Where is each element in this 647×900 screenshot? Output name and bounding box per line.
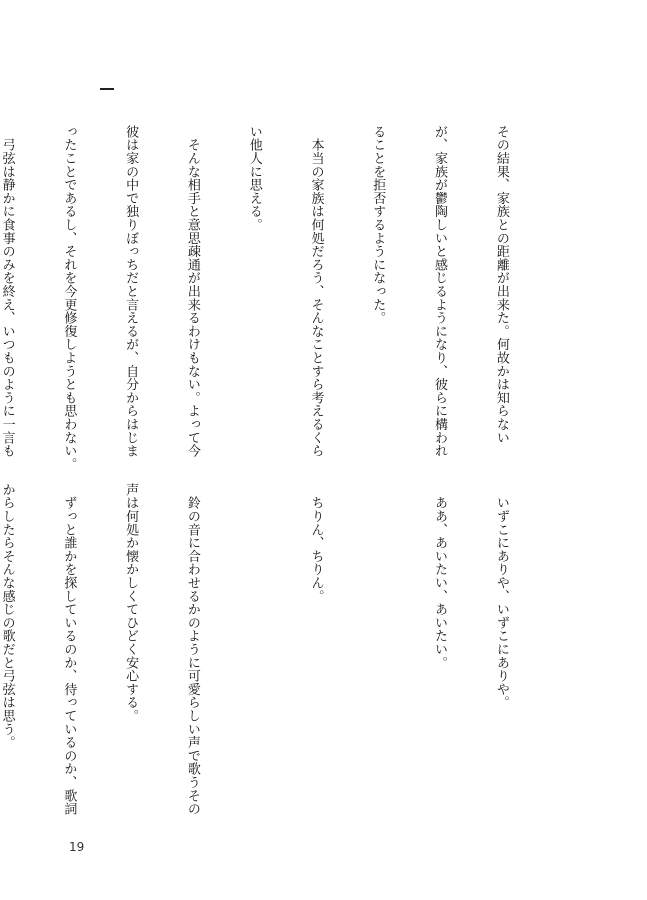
text-line: からしたらそんな感じの歌だと弓弦は思う。 [0, 483, 15, 749]
upper-text-block [0, 125, 552, 471]
text-line: が、家族が鬱陶しいと感じるようになり、彼らに構われ [432, 125, 448, 458]
text-line: ああ、あいたい、あいたい。 [432, 483, 448, 670]
page-number: 19 [69, 840, 85, 854]
text-line: ずっと誰かを探しているのか、待っているのか、歌詞 [61, 483, 77, 816]
text-line: ちりん、ちりん。 [308, 483, 324, 603]
section-marker [100, 88, 114, 90]
lower-text-block [0, 483, 552, 816]
text-line: いずこにありや、いずこにありや。 [493, 483, 509, 710]
text-line: 弓弦は静かに食事のみを終え、いつものように一言も [0, 125, 15, 458]
text-line [243, 483, 264, 801]
text-line: ったことであるし、それを今更修復しようとも思わない。 [61, 125, 77, 471]
text-line: 鈴の音に合わせるかのように可愛らしい声で歌うその [184, 483, 200, 816]
text-line: その結果、家族との距離が出来た。何故かは知らない [493, 125, 509, 445]
text-line: そんな相手と意思疎通が出来るわけもない。よって今 [184, 125, 200, 458]
text-line: 彼は家の中で独りぼっちだと言えるが、自分からはじま [123, 125, 139, 458]
text-line: ることを拒否するようになった。 [370, 125, 386, 325]
text-line: 本当の家族は何処だろう、そんなことすら考えるくら [308, 125, 324, 458]
text-line: い他人に思える。 [246, 125, 262, 232]
text-line: 声は何処か懐かしくてひどく安心する。 [123, 483, 139, 723]
text-line [367, 483, 388, 801]
